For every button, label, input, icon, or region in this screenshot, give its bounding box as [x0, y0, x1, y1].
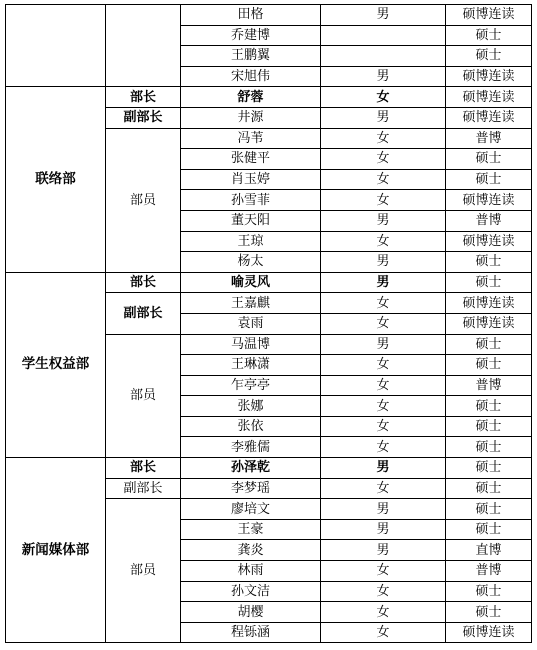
member-name-cell: 廖培文 [181, 499, 321, 520]
degree-cell: 硕士 [446, 396, 532, 417]
degree-cell: 硕士 [446, 499, 532, 520]
table-row [6, 272, 532, 293]
gender-cell: 女 [321, 355, 446, 376]
role-cell: 副部长 [106, 107, 181, 128]
gender-cell: 女 [321, 396, 446, 417]
degree-cell: 硕博连读 [446, 66, 532, 87]
member-name-cell: 孙泽乾 [181, 458, 321, 479]
degree-cell: 硕士 [446, 252, 532, 273]
role-cell: 副部长 [106, 293, 181, 334]
degree-cell: 硕士 [446, 581, 532, 602]
degree-cell: 普博 [446, 128, 532, 149]
member-name-cell: 舒蓉 [181, 87, 321, 108]
gender-cell: 女 [321, 293, 446, 314]
member-name-cell: 林雨 [181, 561, 321, 582]
gender-cell: 女 [321, 231, 446, 252]
member-name-cell: 王琼 [181, 231, 321, 252]
degree-cell: 硕士 [446, 478, 532, 499]
member-name-cell: 张健平 [181, 149, 321, 170]
role-cell: 部员 [106, 499, 181, 643]
role-cell: 部员 [106, 334, 181, 458]
gender-cell [321, 46, 446, 67]
member-name-cell: 田格 [181, 5, 321, 26]
gender-cell: 女 [321, 581, 446, 602]
degree-cell: 硕士 [446, 169, 532, 190]
degree-cell: 硕士 [446, 334, 532, 355]
degree-cell: 直博 [446, 540, 532, 561]
gender-cell: 男 [321, 458, 446, 479]
gender-cell: 女 [321, 313, 446, 334]
member-name-cell: 王嘉麒 [181, 293, 321, 314]
department-cell: 新闻媒体部 [6, 458, 106, 643]
gender-cell: 男 [321, 5, 446, 26]
gender-cell: 女 [321, 622, 446, 643]
degree-cell: 硕士 [446, 355, 532, 376]
member-name-cell: 喻灵风 [181, 272, 321, 293]
gender-cell: 女 [321, 602, 446, 623]
degree-cell: 硕博连读 [446, 622, 532, 643]
gender-cell: 男 [321, 540, 446, 561]
degree-cell: 硕博连读 [446, 5, 532, 26]
degree-cell: 硕博连读 [446, 190, 532, 211]
gender-cell: 女 [321, 375, 446, 396]
member-name-cell: 宋旭伟 [181, 66, 321, 87]
degree-cell: 硕博连读 [446, 107, 532, 128]
member-name-cell: 袁雨 [181, 313, 321, 334]
gender-cell: 女 [321, 478, 446, 499]
department-cell: 联络部 [6, 87, 106, 272]
member-name-cell: 胡樱 [181, 602, 321, 623]
degree-cell: 硕士 [446, 416, 532, 437]
member-name-cell: 乔建博 [181, 25, 321, 46]
role-cell: 部长 [106, 87, 181, 108]
role-cell: 部长 [106, 458, 181, 479]
degree-cell: 硕士 [446, 458, 532, 479]
member-name-cell: 张依 [181, 416, 321, 437]
table-row [6, 5, 532, 26]
gender-cell: 男 [321, 66, 446, 87]
gender-cell: 男 [321, 519, 446, 540]
degree-cell: 硕士 [446, 437, 532, 458]
gender-cell: 女 [321, 561, 446, 582]
degree-cell: 硕博连读 [446, 231, 532, 252]
gender-cell: 男 [321, 107, 446, 128]
member-roster-table [5, 4, 532, 643]
gender-cell: 男 [321, 499, 446, 520]
member-name-cell: 王鹏翼 [181, 46, 321, 67]
member-name-cell: 马温博 [181, 334, 321, 355]
gender-cell: 男 [321, 272, 446, 293]
table-row [6, 87, 532, 108]
gender-cell: 女 [321, 128, 446, 149]
member-name-cell: 龚炎 [181, 540, 321, 561]
member-name-cell: 王豪 [181, 519, 321, 540]
degree-cell: 硕博连读 [446, 87, 532, 108]
gender-cell: 女 [321, 416, 446, 437]
degree-cell: 硕士 [446, 25, 532, 46]
gender-cell: 男 [321, 252, 446, 273]
degree-cell: 硕士 [446, 46, 532, 67]
member-name-cell: 王琳潇 [181, 355, 321, 376]
member-name-cell: 杨太 [181, 252, 321, 273]
gender-cell: 女 [321, 169, 446, 190]
role-cell: 部员 [106, 128, 181, 272]
degree-cell: 普博 [446, 210, 532, 231]
gender-cell: 女 [321, 149, 446, 170]
degree-cell: 硕博连读 [446, 293, 532, 314]
degree-cell: 硕士 [446, 602, 532, 623]
department-cell: 学生权益部 [6, 272, 106, 457]
role-cell: 部长 [106, 272, 181, 293]
member-name-cell: 李梦瑶 [181, 478, 321, 499]
gender-cell: 男 [321, 334, 446, 355]
member-name-cell: 李雅儒 [181, 437, 321, 458]
member-name-cell: 孙文洁 [181, 581, 321, 602]
gender-cell: 女 [321, 190, 446, 211]
gender-cell [321, 25, 446, 46]
table-row [6, 458, 532, 479]
department-cell [6, 5, 106, 87]
degree-cell: 普博 [446, 561, 532, 582]
degree-cell: 硕士 [446, 519, 532, 540]
role-cell: 副部长 [106, 478, 181, 499]
gender-cell: 女 [321, 437, 446, 458]
member-name-cell: 冯苇 [181, 128, 321, 149]
member-name-cell: 孙雪菲 [181, 190, 321, 211]
degree-cell: 普博 [446, 375, 532, 396]
role-cell [106, 5, 181, 87]
member-name-cell: 董天阳 [181, 210, 321, 231]
member-name-cell: 程铄涵 [181, 622, 321, 643]
member-name-cell: 井源 [181, 107, 321, 128]
roster-body [6, 5, 532, 643]
degree-cell: 硕士 [446, 149, 532, 170]
gender-cell: 女 [321, 87, 446, 108]
member-name-cell: 乍亭亭 [181, 375, 321, 396]
member-name-cell: 肖玉婷 [181, 169, 321, 190]
gender-cell: 男 [321, 210, 446, 231]
member-name-cell: 张娜 [181, 396, 321, 417]
degree-cell: 硕士 [446, 272, 532, 293]
degree-cell: 硕博连读 [446, 313, 532, 334]
